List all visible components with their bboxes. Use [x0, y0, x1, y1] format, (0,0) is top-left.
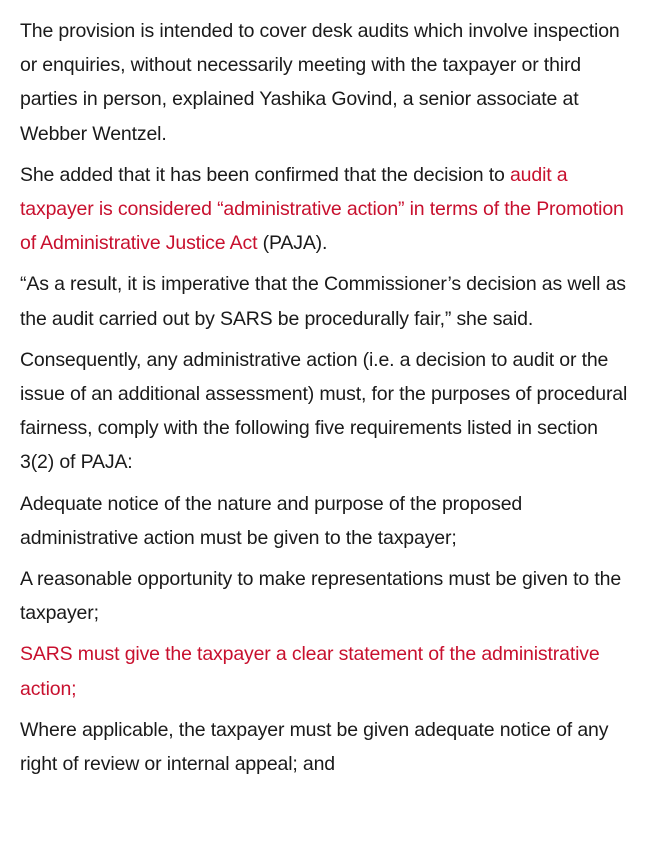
paragraph-requirements-intro: Consequently, any administrative action (i.e. a decision to audit or the issue of an additional assessment) must, for the purposes of procedural fairness, comply with the following five requirements listed in section 3(2) of PAJA: — [20, 348, 628, 474]
paragraph-text-after-link: (PAJA). — [257, 232, 328, 255]
requirement-right-of-review: Where applicable, the taxpayer must be given adequate notice of any right of review or internal appeal; and — [20, 718, 609, 776]
article-body — [20, 14, 635, 788]
requirement-representations: A reasonable opportunity to make representations must be given to the taxpayer; — [20, 568, 622, 625]
paragraph-quote: “As a result, it is imperative that the Commissioner’s decision as well as the audit carried out by SARS be procedurally fair,” she said. — [20, 273, 626, 330]
paragraph-administrative-action — [20, 158, 635, 261]
paragraph-text-before-link: She added that it has been confirmed that the decision to — [20, 163, 510, 186]
paja-link[interactable]: audit a taxpayer is considered “administrative action” in terms of the Promotion of Administrative Justice Act — [20, 163, 624, 255]
requirement-clear-statement: SARS must give the taxpayer a clear statement of the administrative action; — [20, 643, 600, 700]
requirement-adequate-notice: Adequate notice of the nature and purpose of the proposed administrative action must be given to the taxpayer; — [20, 492, 523, 549]
paragraph-desk-audits: The provision is intended to cover desk audits which involve inspection or enquiries, without necessarily meeting with the taxpayer or third parties in person, explained Yashika Govind, a senior associate at Webber Wentzel. — [20, 20, 620, 145]
